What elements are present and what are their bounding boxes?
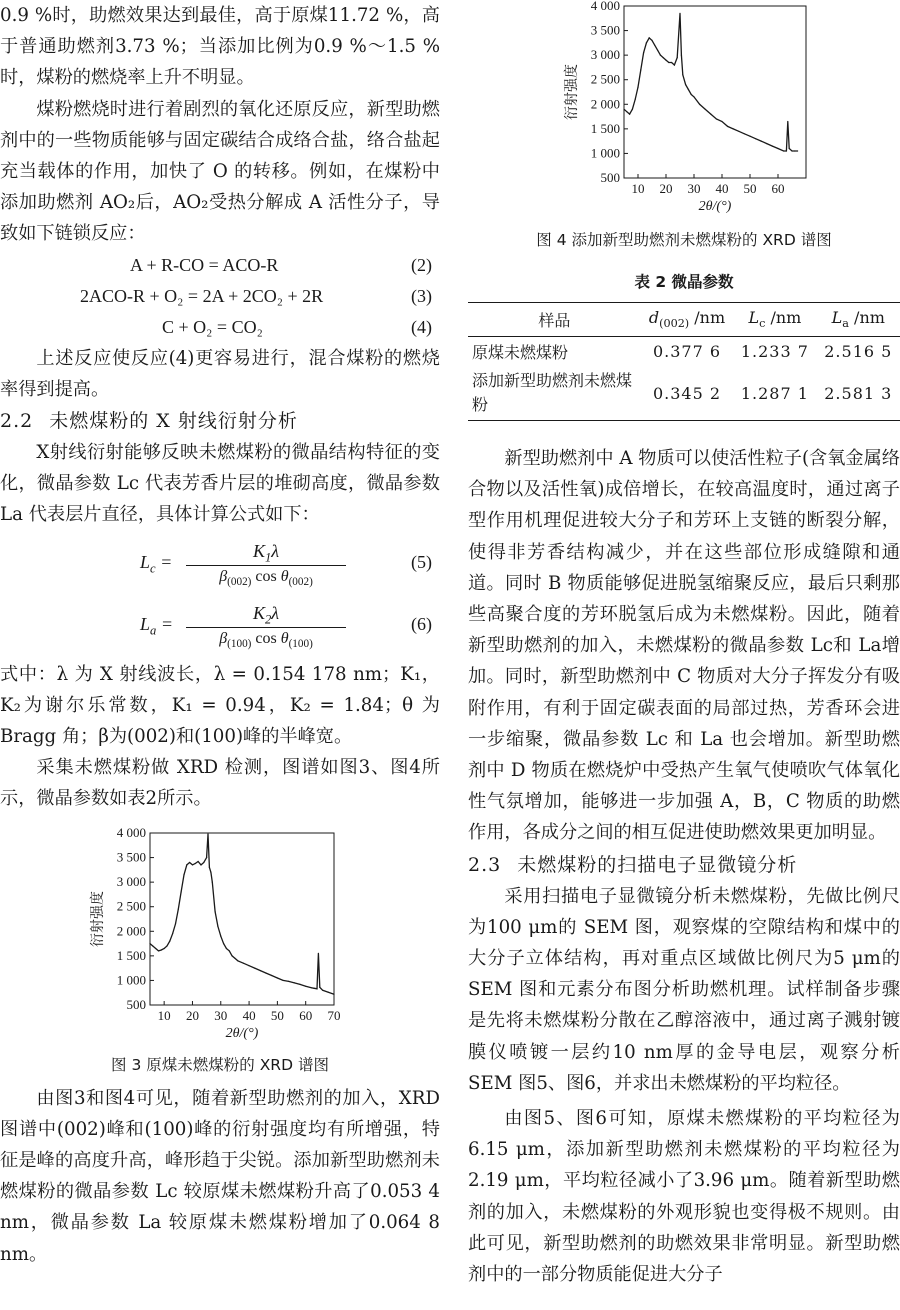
data-point — [637, 87, 638, 88]
data-point — [316, 988, 317, 989]
equation-number: (4) — [411, 316, 432, 337]
y-tick-label: 3 000 — [590, 47, 620, 63]
data-point — [266, 972, 267, 973]
data-point — [685, 84, 686, 85]
data-point — [660, 55, 661, 56]
x-tick-label: 10 — [631, 181, 645, 196]
data-point — [787, 121, 788, 122]
x-tick-label: 50 — [743, 181, 757, 196]
y-axis-label: 衍射强度 — [90, 890, 106, 947]
data-point — [322, 989, 323, 990]
equation-number: (3) — [411, 285, 432, 306]
data-point — [783, 150, 784, 151]
paragraph: 式中：λ 为 X 射线波长，λ = 0.154 178 nm；K₁，K₂为谢尔乐常数，K₁ = 0.94，K₂ = 1.84；θ 为 Bragg 角；β为(002)和(100)峰的半峰宽。 — [0, 663, 440, 748]
x-tick-label: 60 — [771, 181, 785, 196]
data-point — [668, 62, 669, 63]
data-point — [777, 148, 778, 149]
data-point — [192, 864, 193, 865]
figure-caption: 图 3 原煤未燃煤粉的 XRD 谱图 — [111, 1055, 329, 1074]
equation-number: (2) — [411, 254, 432, 275]
data-point — [626, 111, 627, 112]
data-point — [215, 911, 216, 912]
paragraph: 上述反应使反应(4)更容易进行，混合煤粉的燃烧率得到提高。 — [0, 347, 440, 400]
data-point — [665, 60, 666, 61]
x-axis-label: 2θ/(°) — [225, 1025, 259, 1041]
x-tick-label: 30 — [214, 1007, 228, 1023]
y-tick-label: 2 500 — [116, 898, 146, 914]
data-point — [169, 940, 170, 941]
data-point — [299, 983, 300, 984]
data-point — [288, 980, 289, 981]
data-point — [155, 948, 156, 949]
y-tick-label: 3 500 — [116, 849, 146, 865]
equation-5 — [0, 535, 440, 597]
equation-body: A + R-CO = ACO-R — [130, 254, 279, 275]
data-point — [198, 861, 199, 862]
data-point — [651, 40, 652, 41]
data-point — [175, 923, 176, 924]
data-point — [195, 863, 196, 864]
x-tick-label: 50 — [270, 1007, 284, 1023]
equation-body: C + O₂ = CO₂ — [162, 316, 263, 337]
data-point — [674, 64, 675, 65]
data-point — [744, 133, 745, 134]
cell-la: 2.516 5 — [824, 342, 893, 361]
x-tick-label: 20 — [185, 1007, 199, 1023]
y-tick-label: 2 000 — [116, 922, 146, 938]
equation-4 — [0, 312, 440, 343]
col-header-la: $L_a$ /nm — [817, 303, 900, 337]
section-heading-2-3 — [468, 849, 900, 881]
data-point — [738, 131, 739, 132]
data-point — [646, 42, 647, 43]
section-number: 2.2 — [0, 410, 34, 433]
data-point — [220, 935, 221, 936]
data-point — [789, 148, 790, 149]
paragraph: 采集未燃煤粉做 XRD 检测，图谱如图3、图4所示，微晶参数如表2所示。 — [0, 757, 440, 810]
data-point — [643, 52, 644, 53]
data-point — [200, 864, 201, 865]
data-point — [761, 141, 762, 142]
paragraph: X射线衍射能够反映未燃煤粉的微晶结构特征的变化，微晶参数 Lc 代表芳香片层的堆砌高度，微晶参数 La 代表层片直径，具体计算公式如下： — [0, 442, 440, 526]
paragraph: 新型助燃剂中 A 物质可以使活性粒子(含氧金属络合物以及活性氧)成倍增长，在较高温度时，通过离子型作用机理促进较大分子和芳环上支链的断裂分解，使得非芳香结构减少，并在这些部位形成缝隙和通道。同时 B 物质能够促进脱氢缩聚反应，最后只剩那些高聚合度的芳环脱氢后成为未燃煤粉。因此，随着新型助燃剂的加入，未燃煤粉的微晶参数 Lc和 La增加。同时，新型助燃剂中 C 物质对大分子挥发分有吸附作用，有利于固定碳表面的局部过热，芳香环会进一步缩聚，微晶参数 Lc 和 La 也会增加。新型助燃剂中 D 物质在燃烧炉中受热产生氧气使喷吹气体氧化性气氛增加，能够进一步加强 A，B，C 物质的助燃作用，各成分之间的相互促进使助燃效果更加明显。 — [468, 448, 900, 844]
data-point — [691, 94, 692, 95]
equation-denominator: $\beta_{(100)}$ $\cos \theta_{(100)}$ — [219, 629, 313, 650]
cell-d002: 0.377 6 — [652, 342, 722, 361]
data-point — [254, 967, 255, 968]
y-tick-label: 4 000 — [590, 0, 620, 13]
data-point — [671, 62, 672, 63]
data-point — [705, 109, 706, 110]
data-point — [166, 945, 167, 946]
paragraph: 由图3和图4可见，随着新型助燃剂的加入，XRD图谱中(002)峰和(100)峰的衍射强度均有所增强，特征是峰的高度升高，峰形趋于尖锐。添加新型助燃剂未燃煤粉的微晶参数 Lc 较原煤未燃煤粉升高了0.053 4 nm，微晶参数 La 较原煤未燃煤粉增加了0.064 8 nm。 — [0, 1087, 440, 1265]
data-point — [249, 965, 250, 966]
series-line — [624, 13, 798, 151]
xrd-chart-fig4 — [468, 0, 900, 222]
table-row — [468, 337, 900, 367]
x-tick-label: 40 — [715, 181, 729, 196]
equation-number: (5) — [411, 551, 432, 572]
equation-denominator: $\beta_{(002)}$ $\cos \theta_{(002)}$ — [219, 567, 313, 588]
data-point — [161, 949, 162, 950]
data-point — [710, 114, 711, 115]
data-point — [158, 950, 159, 951]
table-row — [468, 366, 900, 421]
data-point — [657, 50, 658, 51]
data-point — [237, 960, 238, 961]
cell-lc: 1.287 1 — [733, 366, 816, 421]
data-point — [217, 925, 218, 926]
paragraph: 煤粉燃烧时进行着剧烈的氧化还原反应，新型助燃剂中的一些物质能够与固定碳结合成络合盐，络合盐起充当载体的作用，加快了 O 的转移。例如，在煤粉中添加助燃剂 AO₂后，AO₂受热分解成 A 活性分子，导致如下链锁反应： — [0, 98, 440, 245]
equation-3 — [0, 281, 440, 312]
left-column — [0, 0, 440, 1270]
paragraph: 采用扫描电子显微镜分析未燃煤粉，先做比例尺为100 μm的 SEM 图，观察煤的空隙结构和煤中的大分子立体结构，再对重点区域做比例尺为5 μm的 SEM 图和元素分布图分析助燃机理。试样制备步骤是先将未燃煤粉分散在乙醇溶液中，通过离子溅射镀膜仪喷镀一层约10 nm厚的金导电层，观察分析 SEM 图5、图6，并求出未燃煤粉的平均粒径。 — [468, 885, 900, 1094]
data-point — [305, 985, 306, 986]
data-point — [149, 943, 150, 944]
data-point — [203, 862, 204, 863]
section-title: 未燃煤粉的 X 射线衍射分析 — [49, 410, 298, 433]
x-tick-label: 40 — [242, 1007, 256, 1023]
y-tick-label: 500 — [126, 996, 146, 1012]
data-point — [716, 118, 717, 119]
data-point — [681, 55, 682, 56]
data-point — [682, 74, 683, 75]
data-point — [260, 970, 261, 971]
y-tick-label: 1 500 — [116, 947, 146, 963]
equation-lhs: $L_c$ = — [140, 551, 173, 576]
data-point — [243, 962, 244, 963]
data-point — [733, 128, 734, 129]
equation-lhs: $L_a$ = — [140, 613, 173, 638]
data-point — [206, 857, 207, 858]
x-tick-label: 30 — [687, 181, 701, 196]
data-point — [623, 109, 624, 110]
data-point — [328, 991, 329, 992]
data-point — [207, 833, 208, 834]
data-point — [164, 948, 165, 949]
data-point — [232, 955, 233, 956]
y-tick-label: 4 000 — [116, 826, 146, 840]
cell-sample: 原煤未燃煤粉 — [472, 343, 569, 362]
section-number: 2.3 — [468, 853, 502, 876]
data-point — [632, 109, 633, 110]
plot-frame — [150, 833, 334, 1005]
y-axis-label: 衍射强度 — [564, 64, 580, 120]
data-point — [688, 89, 689, 90]
data-point — [183, 874, 184, 875]
data-point — [318, 952, 319, 953]
data-point — [786, 150, 787, 151]
data-point — [229, 950, 230, 951]
data-point — [223, 943, 224, 944]
x-tick-label: 20 — [659, 181, 673, 196]
cell-d002: 0.345 2 — [641, 366, 733, 421]
equation-numerator: $K_1\lambda$ — [252, 540, 280, 565]
data-point — [629, 114, 630, 115]
data-point — [749, 136, 750, 137]
y-tick-label: 2 500 — [590, 71, 620, 87]
data-point — [333, 993, 334, 994]
data-point — [794, 150, 795, 151]
figure-4 — [468, 0, 900, 262]
data-point — [654, 45, 655, 46]
y-tick-label: 1 000 — [116, 972, 146, 988]
section-title: 未燃煤粉的扫描电子显微镜分析 — [517, 853, 798, 876]
y-tick-label: 3 000 — [116, 873, 146, 889]
data-point — [766, 143, 767, 144]
x-axis-label: 2θ/(°) — [698, 199, 732, 214]
fraction-bar — [186, 565, 346, 566]
table-title: 表 2 微晶参数 — [634, 273, 734, 291]
data-point — [772, 146, 773, 147]
equation-2 — [0, 250, 440, 281]
xrd-chart-fig3 — [0, 827, 440, 1049]
x-tick-label: 10 — [157, 1007, 171, 1023]
right-column — [468, 0, 900, 1290]
data-point — [234, 957, 235, 958]
y-tick-label: 500 — [600, 170, 620, 185]
x-tick-label: 70 — [327, 1007, 341, 1023]
data-point — [186, 864, 187, 865]
data-point — [679, 13, 680, 14]
equation-number: (6) — [411, 613, 432, 634]
data-point — [226, 948, 227, 949]
data-point — [663, 57, 664, 58]
paragraph: 0.9 %时，助燃效果达到最佳，高于原煤11.72 %，高于普通助燃剂3.73 %；当添加比例为0.9 %～1.5 %时，煤粉的燃烧率上升不明显。 — [0, 5, 440, 89]
data-point — [152, 945, 153, 946]
data-point — [699, 104, 700, 105]
data-point — [172, 933, 173, 934]
data-point — [209, 866, 210, 867]
equation-body: 2ACO-R + O₂ = 2A + 2CO₂ + 2R — [80, 285, 324, 306]
fraction-bar — [186, 627, 346, 628]
data-point — [282, 979, 283, 980]
series-line — [150, 834, 334, 994]
cell-lc: 1.233 7 — [740, 342, 809, 361]
y-tick-label: 1 000 — [590, 145, 620, 161]
y-tick-label: 2 000 — [590, 96, 620, 112]
figure-3 — [0, 827, 440, 1077]
col-header-d002: $d_{(002)}$ /nm — [641, 303, 733, 337]
data-point — [677, 57, 678, 58]
data-point — [755, 138, 756, 139]
data-point — [314, 987, 315, 988]
paragraph: 由图5、图6可知，原煤未燃煤粉的平均粒径为6.15 μm，添加新型助燃剂未燃煤粉的平均粒径为2.19 μm，平均粒径减小了3.96 μm。随着新型助燃剂的加入，未燃煤粉的外观形貌也变得极不规则。由此可见，新型助燃剂的助燃效果非常明显。新型助燃剂中的一部分物质能促进大分子 — [468, 1108, 900, 1286]
data-point — [210, 871, 211, 872]
data-point — [277, 977, 278, 978]
figure-caption: 图 4 添加新型助燃剂未燃煤粉的 XRD 谱图 — [536, 231, 832, 249]
cell-la: 2.581 3 — [817, 366, 900, 421]
data-point — [721, 121, 722, 122]
microcrystal-table — [468, 302, 900, 421]
data-point — [189, 862, 190, 863]
data-point — [311, 987, 312, 988]
plot-frame — [624, 6, 806, 178]
data-point — [693, 96, 694, 97]
table-header-row — [468, 303, 900, 337]
x-tick-label: 60 — [299, 1007, 313, 1023]
y-tick-label: 1 500 — [590, 120, 620, 136]
data-point — [181, 891, 182, 892]
data-point — [791, 150, 792, 151]
data-point — [178, 908, 179, 909]
cell-sample: 添加新型助燃剂未燃煤粉 — [468, 366, 641, 421]
data-point — [294, 982, 295, 983]
data-point — [727, 126, 728, 127]
data-point — [635, 99, 636, 100]
col-header-sample: 样品 — [468, 303, 641, 337]
data-point — [797, 150, 798, 151]
data-point — [319, 986, 320, 987]
y-tick-label: 3 500 — [590, 22, 620, 38]
data-point — [271, 975, 272, 976]
equation-numerator: $K_2\lambda$ — [252, 602, 280, 627]
equation-6 — [0, 597, 440, 659]
data-point — [212, 881, 213, 882]
data-point — [640, 69, 641, 70]
section-heading-2-2 — [0, 405, 440, 437]
data-point — [649, 37, 650, 38]
col-header-lc: $L_c$ /nm — [733, 303, 816, 337]
